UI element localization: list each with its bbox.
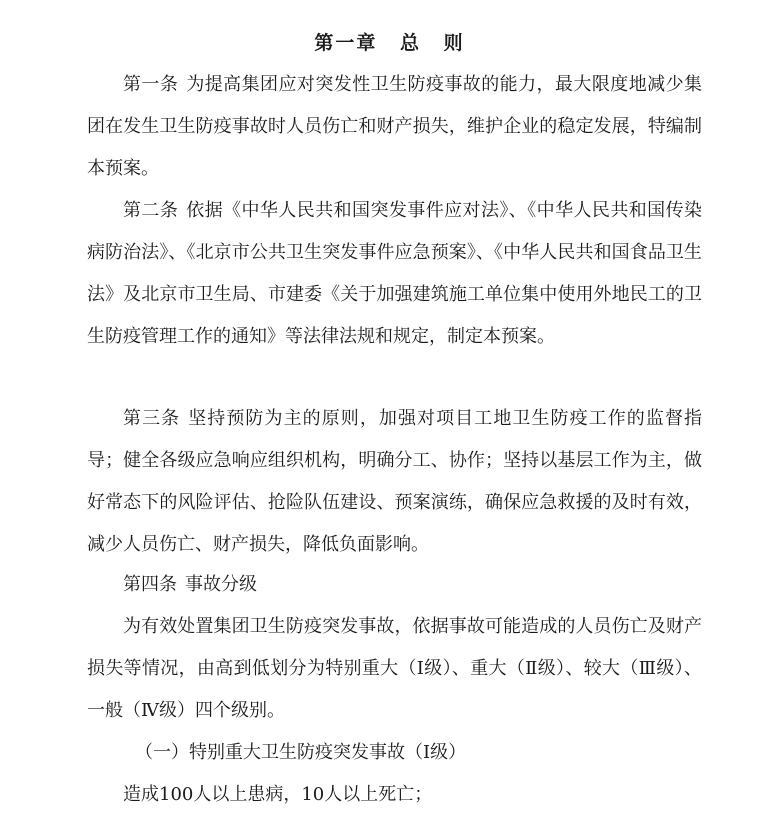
level-one-criteria: 造成100人以上患病，10人以上死亡；: [123, 784, 433, 805]
article-2: [87, 190, 702, 358]
article-2-label: 第二条: [123, 200, 179, 221]
article-3: [87, 398, 702, 566]
article-2-text: 依据《中华人民共和国突发事件应对法》、《中华人民共和国传染病防治法》、《北京市公共卫生突发事件应急预案》、《中华人民共和国食品卫生法》及北京市卫生局、市建委《关于加强建筑施工单位集中使用外地民工的卫生防疫管理工作的通知》等法律法规和规定，制定本预案。: [87, 200, 703, 347]
article-4-label: 第四条: [123, 574, 177, 595]
article-4: [87, 564, 702, 606]
article-1: [87, 64, 702, 190]
chapter-title: 第一章 总 则: [314, 32, 465, 54]
classification-intro: 为有效处置集团卫生防疫突发事故，依据事故可能造成的人员伤亡及财产损失等情况，由高到低划分为特别重大（Ⅰ级）、重大（Ⅱ级）、较大（Ⅲ级）、 一般（Ⅳ级）四个级别。: [87, 616, 702, 721]
article-1-text: 为提高集团应对突发性卫生防疫事故的能力，最大限度地减少集团在发生卫生防疫事故时人员伤亡和财产损失，维护企业的稳定发展，特编制本预案。: [87, 74, 703, 179]
article-3-text: 坚持预防为主的原则，加强对项目工地卫生防疫工作的监督指导；健全各级应急响应组织机构，明确分工、协作；坚持以基层工作为主，做好常态下的风险评估、抢险队伍建设、预案演练，确保应急救援的及时有效，减少人员伤亡、财产损失，降低负面影响。: [87, 408, 703, 555]
article-3-label: 第三条: [123, 408, 181, 429]
article-4-text: 事故分级: [185, 574, 257, 595]
level-one-heading: （一）特别重大卫生防疫突发事故（Ⅰ级）: [135, 742, 467, 763]
article-1-label: 第一条: [123, 74, 179, 95]
